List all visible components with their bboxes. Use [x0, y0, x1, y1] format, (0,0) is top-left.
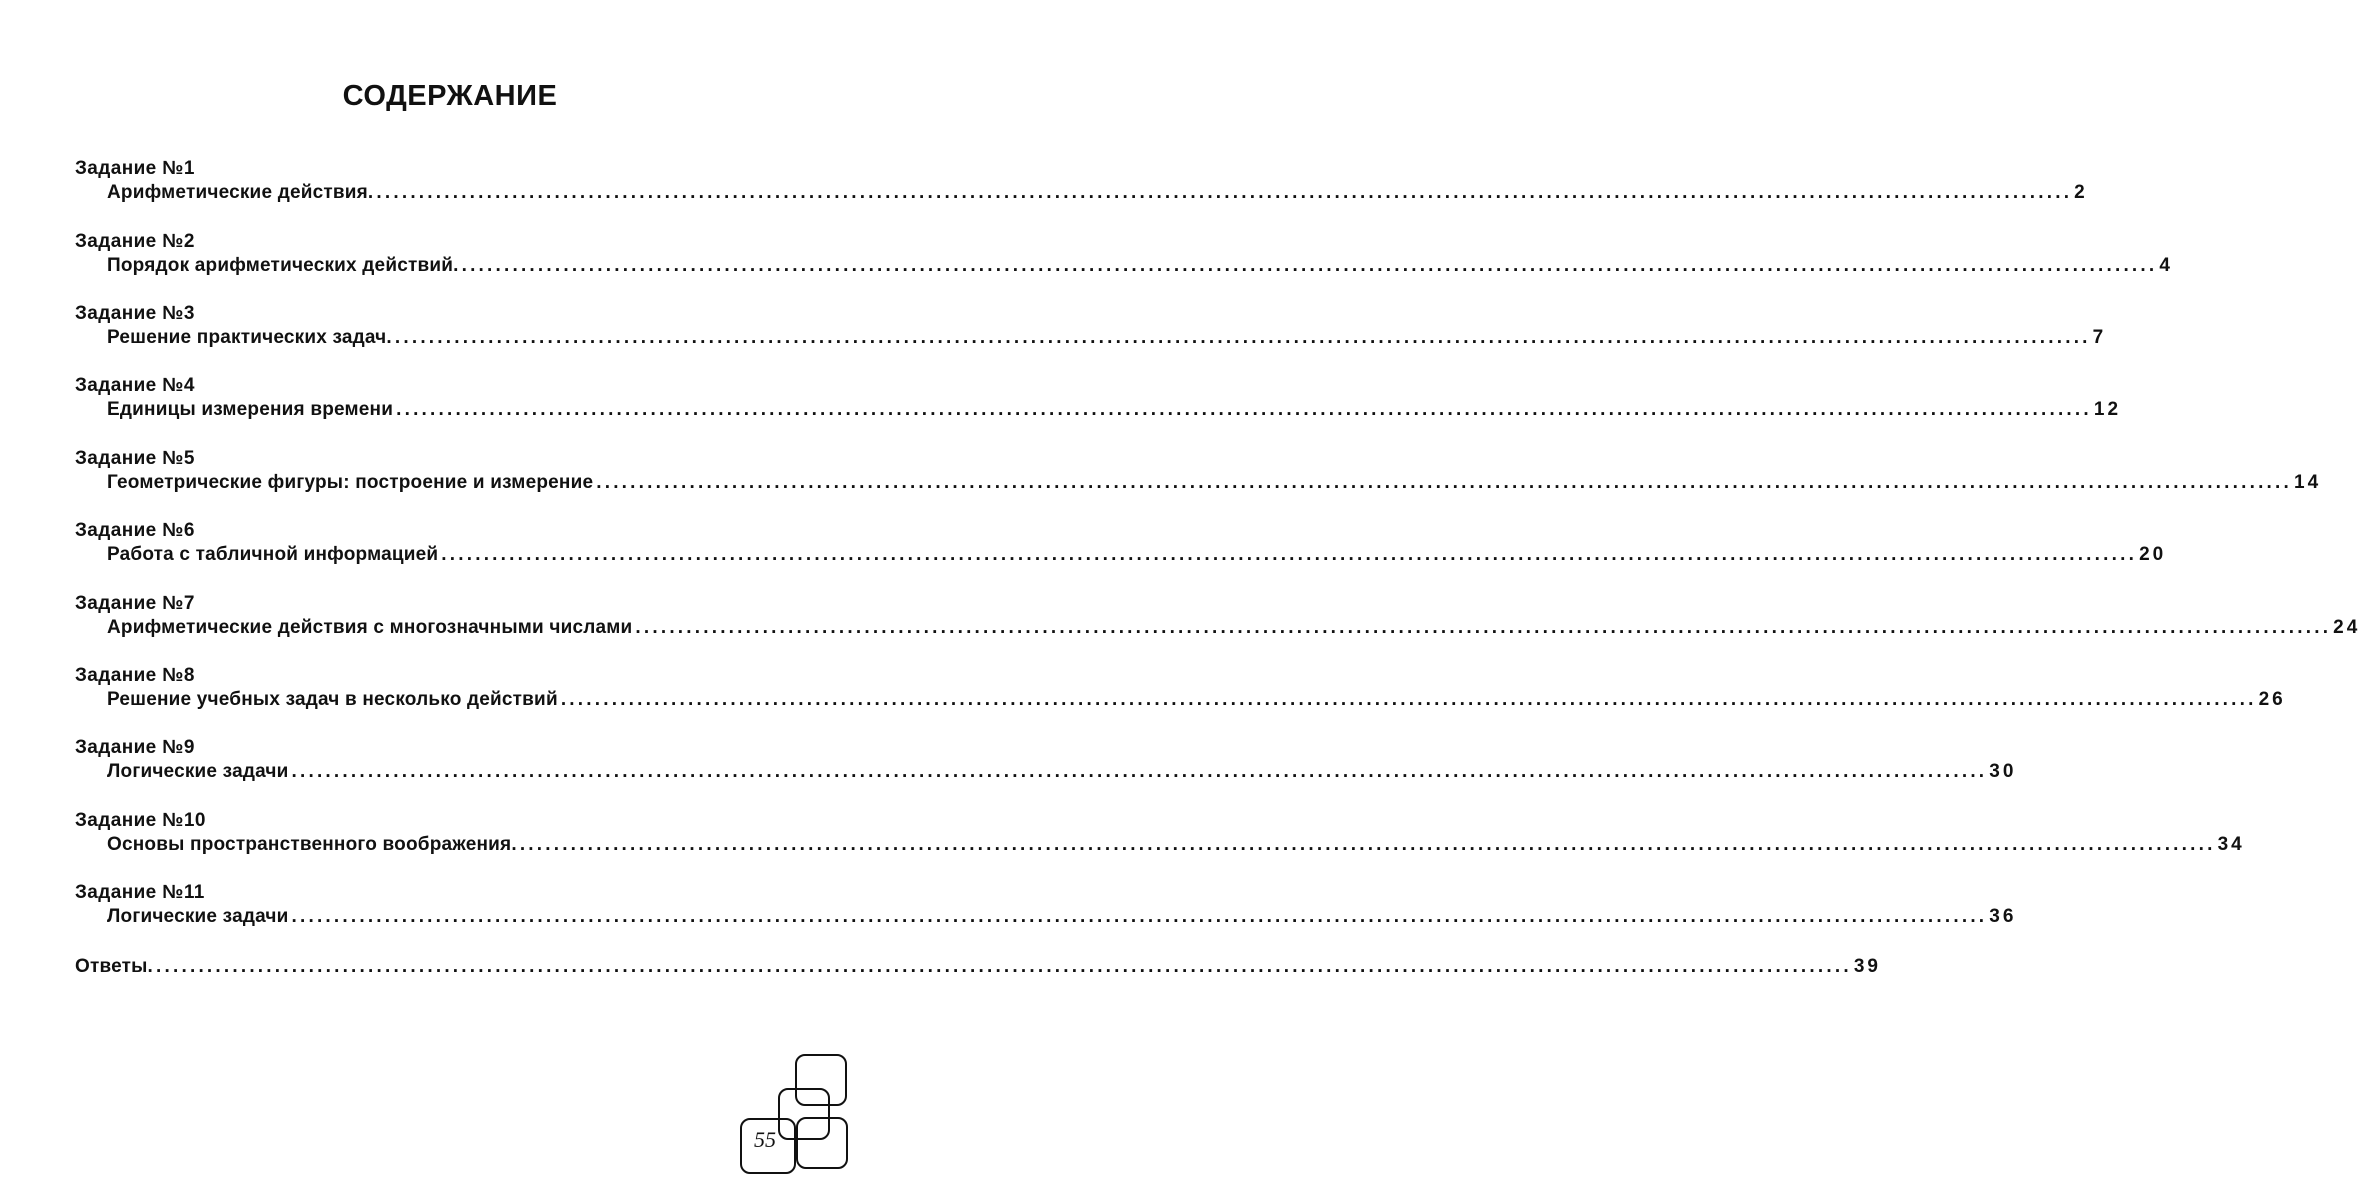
- dot-leader: ........................................................................................................................................................................................................: [596, 472, 2292, 493]
- toc-entry-page: 7: [2092, 327, 2107, 348]
- toc-entry-label: Основы пространственного воображения.: [107, 834, 517, 855]
- toc-entry-page: 26: [2258, 689, 2286, 710]
- task-header-2: Задание №2: [75, 231, 195, 252]
- task-header-11: Задание №11: [75, 882, 205, 903]
- toc-entry-page: 14: [2294, 472, 2322, 493]
- dot-leader: ........................................................................................................................................................................................................: [461, 255, 2158, 276]
- toc-entry-11[interactable]: [107, 905, 2017, 929]
- toc-entry-5[interactable]: [107, 471, 2322, 495]
- toc-entry-label: Арифметические действия.: [107, 182, 374, 203]
- dot-leader: ........................................................................................................................................................................................................: [291, 761, 1988, 782]
- toc-entry-label: Работа с табличной информацией: [107, 544, 439, 565]
- toc-entry-label: Порядок арифметических действий.: [107, 255, 459, 276]
- toc-entry-page: 20: [2139, 544, 2167, 565]
- dot-leader: ........................................................................................................................................................................................................: [519, 834, 2216, 855]
- toc-entry-label: Логические задачи: [107, 906, 289, 927]
- task-header-8: Задание №8: [75, 665, 195, 686]
- toc-entry-page: 34: [2217, 834, 2245, 855]
- toc-entry-2[interactable]: [107, 254, 2173, 278]
- dot-leader: ........................................................................................................................................................................................................: [394, 327, 2091, 348]
- dot-leader: ........................................................................................................................................................................................................: [635, 617, 2332, 638]
- toc-entry-page: 39: [1853, 956, 1881, 977]
- toc-entry-answers[interactable]: [75, 955, 1881, 979]
- toc-entry-8[interactable]: [107, 688, 2286, 712]
- toc-entry-3[interactable]: [107, 326, 2107, 350]
- task-header-4: Задание №4: [75, 375, 195, 396]
- toc-entry-10[interactable]: [107, 833, 2245, 857]
- task-header-9: Задание №9: [75, 737, 195, 758]
- toc-entry-label: Единицы измерения времени: [107, 399, 394, 420]
- toc-entry-9[interactable]: [107, 760, 2017, 784]
- page-title: СОДЕРЖАНИЕ: [342, 80, 558, 112]
- toc-entry-page: 12: [2093, 399, 2122, 420]
- toc-entry-6[interactable]: [107, 543, 2167, 567]
- task-header-6: Задание №6: [75, 520, 195, 541]
- toc-entry-label: Логические задачи: [107, 761, 289, 782]
- toc-entry-label: Решение учебных задач в несколько действий: [107, 689, 558, 710]
- toc-entry-label: Ответы.: [75, 956, 154, 977]
- task-header-10: Задание №10: [75, 810, 206, 831]
- toc-entry-7[interactable]: [107, 616, 2360, 640]
- dot-leader: ........................................................................................................................................................................................................: [560, 689, 2257, 710]
- dot-leader: ........................................................................................................................................................................................................: [291, 906, 1988, 927]
- dot-leader: ........................................................................................................................................................................................................: [376, 182, 2073, 203]
- toc-entry-page: 30: [1989, 761, 2017, 782]
- toc-entry-4[interactable]: [107, 398, 2122, 422]
- dot-leader: ........................................................................................................................................................................................................: [396, 399, 2092, 420]
- square-shape: [796, 1117, 848, 1169]
- task-header-3: Задание №3: [75, 303, 195, 324]
- toc-entry-page: 36: [1989, 906, 2017, 927]
- toc-entry-label: Решение практических задач.: [107, 327, 392, 348]
- dot-leader: ........................................................................................................................................................................................................: [156, 956, 1852, 977]
- task-header-5: Задание №5: [75, 448, 195, 469]
- toc-entry-1[interactable]: [107, 181, 2088, 205]
- task-header-1: Задание №1: [75, 158, 195, 179]
- toc-entry-label: Арифметические действия с многозначными числами: [107, 617, 633, 638]
- toc-entry-label: Геометрические фигуры: построение и измерение: [107, 472, 594, 493]
- page-number: 55: [754, 1127, 776, 1152]
- toc-entry-page: 4: [2159, 255, 2173, 276]
- dot-leader: ........................................................................................................................................................................................................: [441, 544, 2138, 565]
- toc-entry-page: 2: [2074, 182, 2088, 203]
- decorative-squares-logo: [735, 1050, 855, 1180]
- toc-entry-page: 24: [2333, 617, 2360, 638]
- task-header-7: Задание №7: [75, 593, 195, 614]
